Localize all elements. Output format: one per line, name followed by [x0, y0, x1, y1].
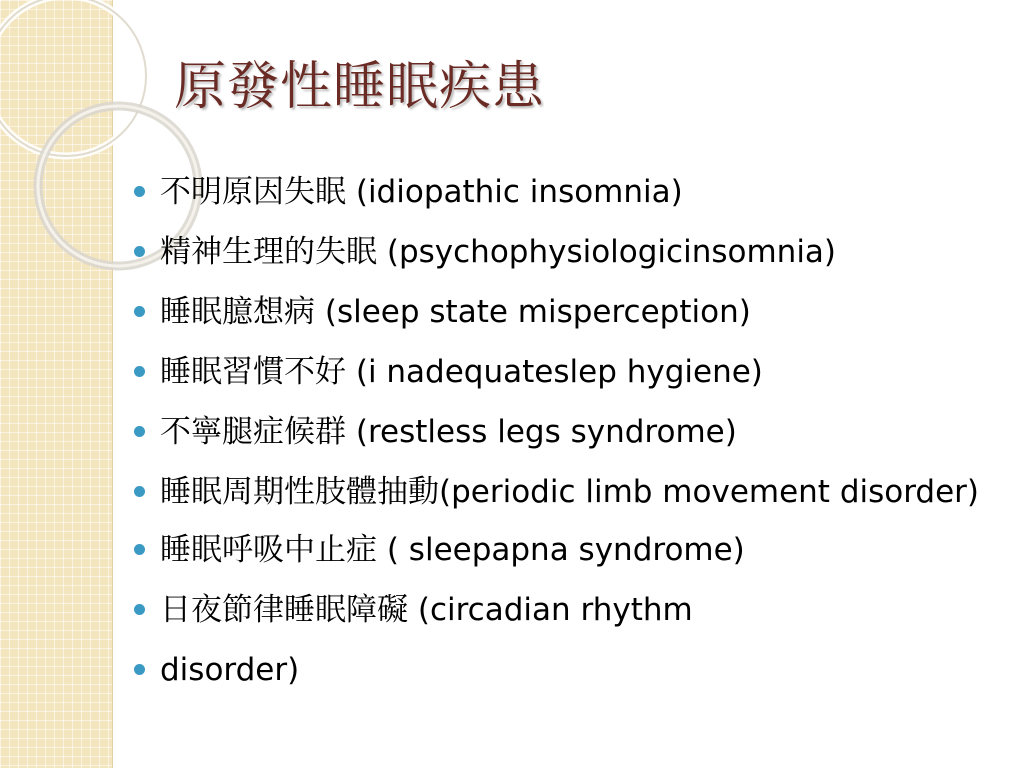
bullet-dot-icon — [134, 306, 145, 317]
bullet-dot-icon — [134, 604, 145, 615]
list-item — [132, 406, 1002, 458]
bullet-list — [132, 166, 1002, 704]
bullet-text: 睡眠臆想病 (sleep state misperception) — [160, 294, 751, 330]
list-item — [132, 166, 1002, 218]
bullet-text: 不明原因失眠 (idiopathic insomnia) — [160, 174, 683, 210]
bullet-text: 睡眠呼吸中止症 ( sleepapna syndrome) — [160, 532, 745, 568]
bullet-text: 精神生理的失眠 (psychophysiologicinsomnia) — [160, 234, 837, 270]
bullet-dot-icon — [134, 544, 145, 555]
bullet-text: 日夜節律睡眠障礙 (circadian rhythm — [160, 592, 693, 628]
list-item — [132, 286, 1002, 338]
decorative-rings — [0, 0, 140, 300]
bullet-text: 不寧腿症候群 (restless legs syndrome) — [160, 414, 737, 450]
slide-title: 原發性睡眠疾患 — [174, 57, 546, 117]
list-item — [132, 524, 1002, 576]
bullet-text: 睡眠習慣不好 (i nadequateslep hygiene) — [160, 354, 763, 390]
bullet-dot-icon — [134, 664, 145, 675]
list-item — [132, 346, 1002, 398]
bullet-dot-icon — [134, 246, 145, 257]
bullet-dot-icon — [134, 186, 145, 197]
bullet-dot-icon — [134, 486, 145, 497]
bullet-dot-icon — [134, 366, 145, 377]
list-item — [132, 644, 1002, 696]
bullet-dot-icon — [134, 426, 145, 437]
bullet-text: 睡眠周期性肢體抽動(periodic limb movement disorder) — [160, 474, 980, 510]
bullet-text: disorder) — [160, 652, 300, 688]
list-item — [132, 584, 1002, 636]
list-item — [132, 226, 1002, 278]
list-item — [132, 466, 1002, 518]
